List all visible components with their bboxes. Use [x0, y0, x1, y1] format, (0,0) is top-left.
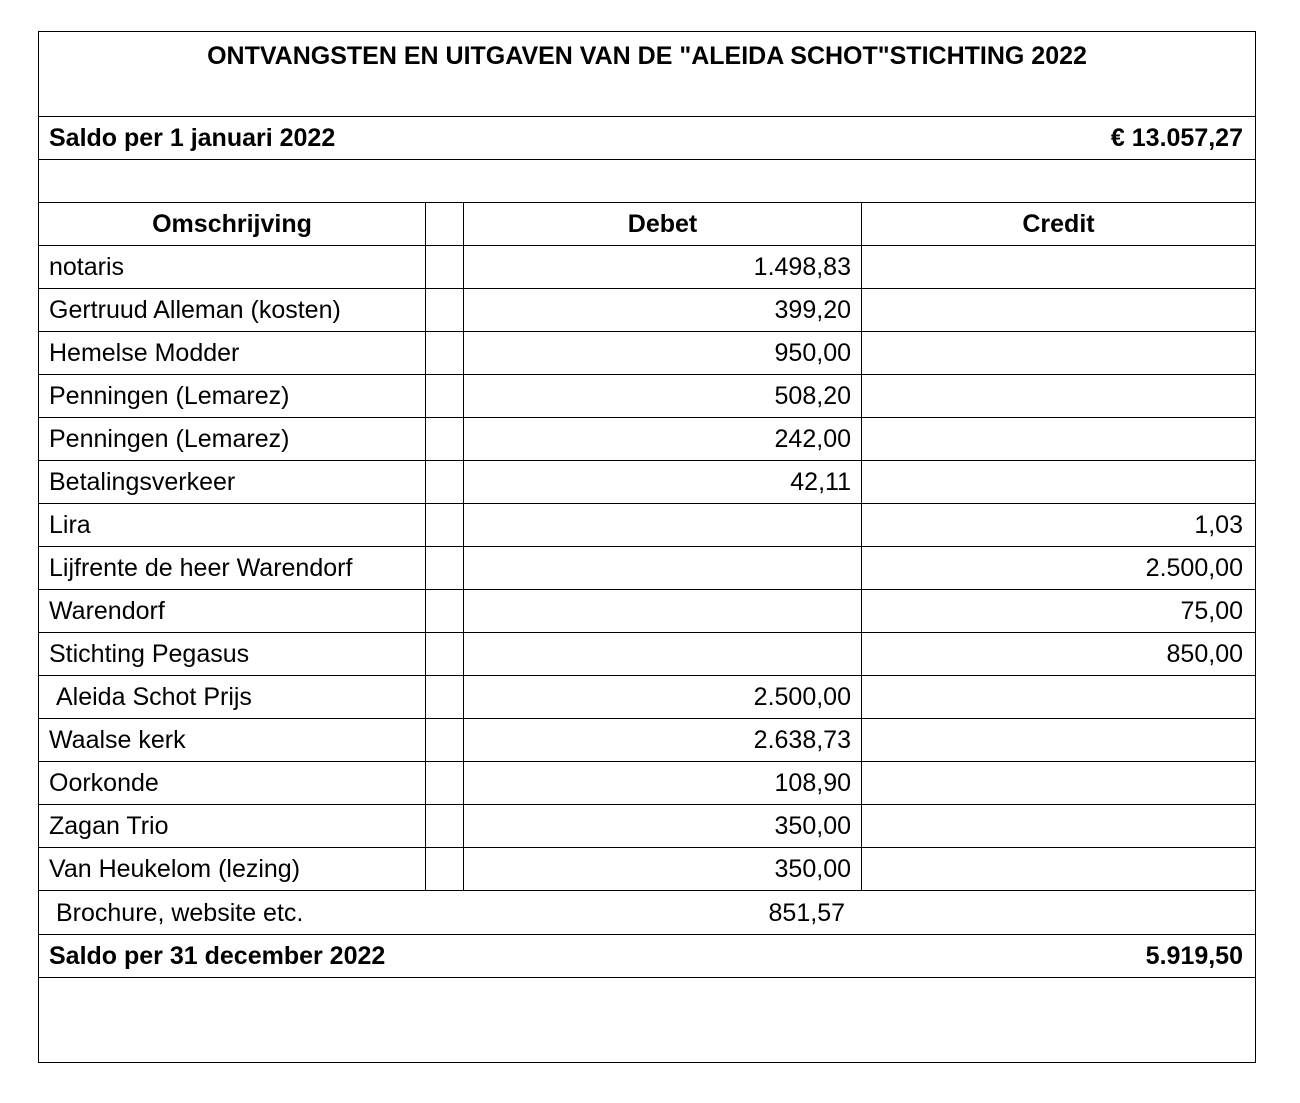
column-header-credit: Credit: [861, 203, 1255, 245]
row-spacer: [425, 633, 464, 675]
row-description: Gertruud Alleman (kosten): [49, 296, 341, 324]
table-row: [39, 246, 1255, 289]
row-credit: 75,00: [861, 590, 1255, 632]
row-spacer: [425, 375, 464, 417]
table-row: [39, 504, 1255, 547]
row-credit: [861, 719, 1255, 761]
row-description: Oorkonde: [49, 769, 159, 797]
table-row: [39, 719, 1255, 762]
row-debit: [464, 504, 861, 546]
row-description: Stichting Pegasus: [49, 640, 250, 668]
row-description: Lijfrente de heer Warendorf: [49, 554, 353, 582]
row-spacer: [425, 289, 464, 331]
table-row: [39, 676, 1255, 719]
row-spacer: [425, 418, 464, 460]
row-spacer: [425, 332, 464, 374]
row-spacer: [425, 547, 464, 589]
row-description: Zagan Trio: [49, 812, 169, 840]
row-description: notaris: [49, 253, 125, 281]
row-spacer: [425, 848, 464, 890]
row-debit: 508,20: [774, 382, 851, 410]
table-row: [39, 633, 1255, 676]
row-spacer: [425, 246, 464, 288]
row-debit: [464, 633, 861, 675]
row-credit: [861, 246, 1255, 288]
row-description: Betalingsverkeer: [49, 468, 236, 496]
row-debit: 399,20: [774, 296, 851, 324]
row-spacer: [425, 504, 464, 546]
row-description: Penningen (Lemarez): [49, 425, 290, 453]
row-description: Aleida Schot Prijs: [56, 683, 252, 711]
financial-statement: [38, 31, 1256, 1063]
table-row: [39, 547, 1255, 590]
row-credit: [861, 289, 1255, 331]
row-credit: [861, 762, 1255, 804]
row-debit: 242,00: [774, 425, 851, 453]
row-credit: [861, 375, 1255, 417]
column-header-description: Omschrijving: [152, 210, 312, 238]
row-credit: 1,03: [861, 504, 1255, 546]
row-debit: 950,00: [774, 339, 851, 367]
row-spacer: [425, 461, 464, 503]
row-credit: [861, 848, 1255, 890]
row-credit: 2.500,00: [861, 547, 1255, 589]
row-description: Penningen (Lemarez): [49, 382, 290, 410]
table-row: [39, 375, 1255, 418]
row-debit: 2.638,73: [753, 726, 851, 754]
table-row: [39, 418, 1255, 461]
table-row: [39, 461, 1255, 504]
opening-balance-label: Saldo per 1 januari 2022: [49, 124, 336, 152]
column-spacer: [425, 203, 464, 245]
row-debit: [464, 590, 861, 632]
row-credit: [861, 461, 1255, 503]
closing-balance-row: [39, 935, 1255, 978]
extra-row-debit: 851,57: [768, 899, 845, 927]
table-row: [39, 762, 1255, 805]
row-debit: 42,11: [790, 468, 851, 496]
column-header-debit: Debet: [627, 210, 698, 238]
statement-title: ONTVANGSTEN EN UITGAVEN VAN DE "ALEIDA SCHOT"STICHTING 2022: [39, 32, 1255, 117]
row-debit: 108,90: [774, 769, 851, 797]
blank-row: [39, 160, 1255, 203]
closing-balance-label: Saldo per 31 december 2022: [49, 942, 386, 970]
opening-balance-row: [39, 117, 1255, 160]
table-row: [39, 805, 1255, 848]
row-description: Van Heukelom (lezing): [49, 855, 301, 883]
table-row: [39, 289, 1255, 332]
row-description: Hemelse Modder: [49, 339, 240, 367]
closing-balance-value: 5.919,50: [1145, 942, 1243, 970]
row-spacer: [425, 676, 464, 718]
row-credit: [861, 332, 1255, 374]
row-credit: [861, 418, 1255, 460]
extra-row-description: Brochure, website etc.: [56, 899, 304, 927]
row-description: Warendorf: [49, 597, 165, 625]
row-debit: 1.498,83: [753, 253, 851, 281]
table-row: [39, 332, 1255, 375]
row-spacer: [425, 805, 464, 847]
row-spacer: [425, 719, 464, 761]
row-debit: 2.500,00: [753, 683, 851, 711]
row-credit: 850,00: [861, 633, 1255, 675]
row-description: Lira: [49, 511, 91, 539]
row-debit: 350,00: [774, 812, 851, 840]
row-spacer: [425, 762, 464, 804]
row-credit: [861, 805, 1255, 847]
row-description: Waalse kerk: [49, 726, 186, 754]
row-debit: [464, 547, 861, 589]
column-header-row: [39, 203, 1255, 246]
table-row: [39, 848, 1255, 891]
row-debit: 350,00: [774, 855, 851, 883]
table-row: [39, 590, 1255, 633]
row-spacer: [425, 590, 464, 632]
extra-row: [39, 892, 1255, 935]
opening-balance-value: € 13.057,27: [1110, 124, 1243, 152]
row-credit: [861, 676, 1255, 718]
